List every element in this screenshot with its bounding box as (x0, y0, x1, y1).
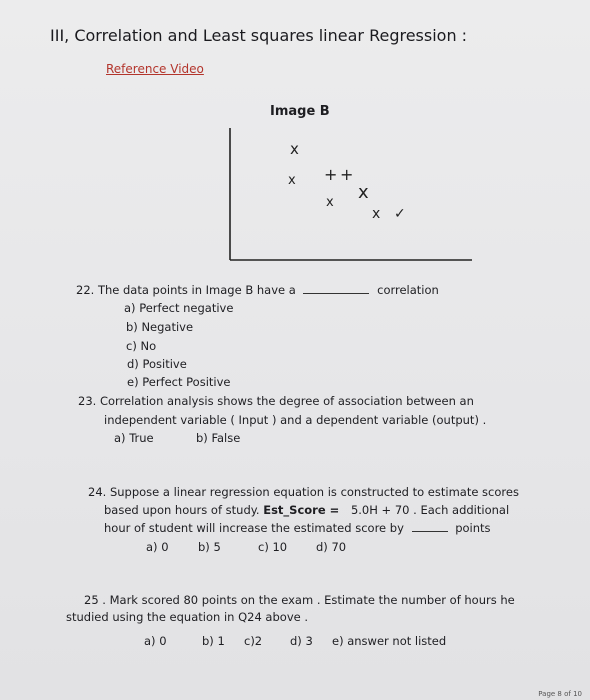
q23-line-1: 23. Correlation analysis shows the degree of association between an (78, 394, 474, 408)
data-mark: ✓ (394, 206, 406, 222)
q25-option-a[interactable]: a) 0 (144, 634, 167, 648)
data-mark: x (290, 140, 299, 158)
q25-option-d[interactable]: d) 3 (290, 634, 313, 648)
data-mark: + (324, 165, 338, 184)
reference-video-link[interactable]: Reference Video (106, 62, 204, 76)
q24-line-1: 24. Suppose a linear regression equation is constructed to estimate scores (88, 485, 519, 499)
data-mark: x (372, 206, 381, 222)
q24-option-a[interactable]: a) 0 (146, 540, 169, 554)
equation-label: Est_Score = (263, 503, 340, 517)
q24-line-2: based upon hours of study. Est_Score = 5.0H + 70 . Each additional (104, 503, 510, 517)
q24-option-c[interactable]: c) 10 (258, 540, 288, 554)
scatter-figure (228, 128, 474, 266)
q22-option-c[interactable]: c) No (126, 339, 157, 353)
q22-option-b[interactable]: b) Negative (126, 320, 194, 334)
data-mark: x (326, 195, 334, 210)
q22-option-e[interactable]: e) Perfect Positive (127, 375, 231, 389)
data-mark: x (288, 173, 296, 188)
q22-stem: 22. The data points in Image B have a correlation (76, 283, 439, 297)
q22-option-a[interactable]: a) Perfect negative (124, 301, 234, 315)
q24-answer-blank (412, 531, 448, 532)
q23-option-a[interactable]: a) True (114, 431, 154, 445)
q24-line-3: hour of student will increase the estimated score by points (104, 521, 491, 535)
q23-line-2: independent variable ( Input ) and a dependent variable (output) . (104, 413, 487, 427)
q23-option-b[interactable]: b) False (196, 431, 241, 445)
q25-option-e[interactable]: e) answer not listed (332, 634, 447, 648)
q25-option-c[interactable]: c)2 (244, 634, 263, 648)
data-mark: x (358, 182, 369, 203)
q25-line-1: 25 . Mark scored 80 points on the exam . Estimate the number of hours he (84, 593, 515, 607)
q24-option-b[interactable]: b) 5 (198, 540, 221, 554)
q25-option-b[interactable]: b) 1 (202, 634, 225, 648)
q22-option-d[interactable]: d) Positive (127, 357, 187, 371)
figure-title: Image B (270, 104, 330, 119)
q22-answer-blank (303, 293, 369, 294)
data-mark: + (340, 165, 354, 184)
page-number: Page 8 of 10 (538, 690, 582, 698)
q25-line-2: studied using the equation in Q24 above . (66, 610, 309, 624)
section-title: III, Correlation and Least squares linear Regression : (50, 26, 468, 45)
equation-rhs: 5.0H + 70 (350, 503, 410, 517)
q24-option-d[interactable]: d) 70 (316, 540, 347, 554)
